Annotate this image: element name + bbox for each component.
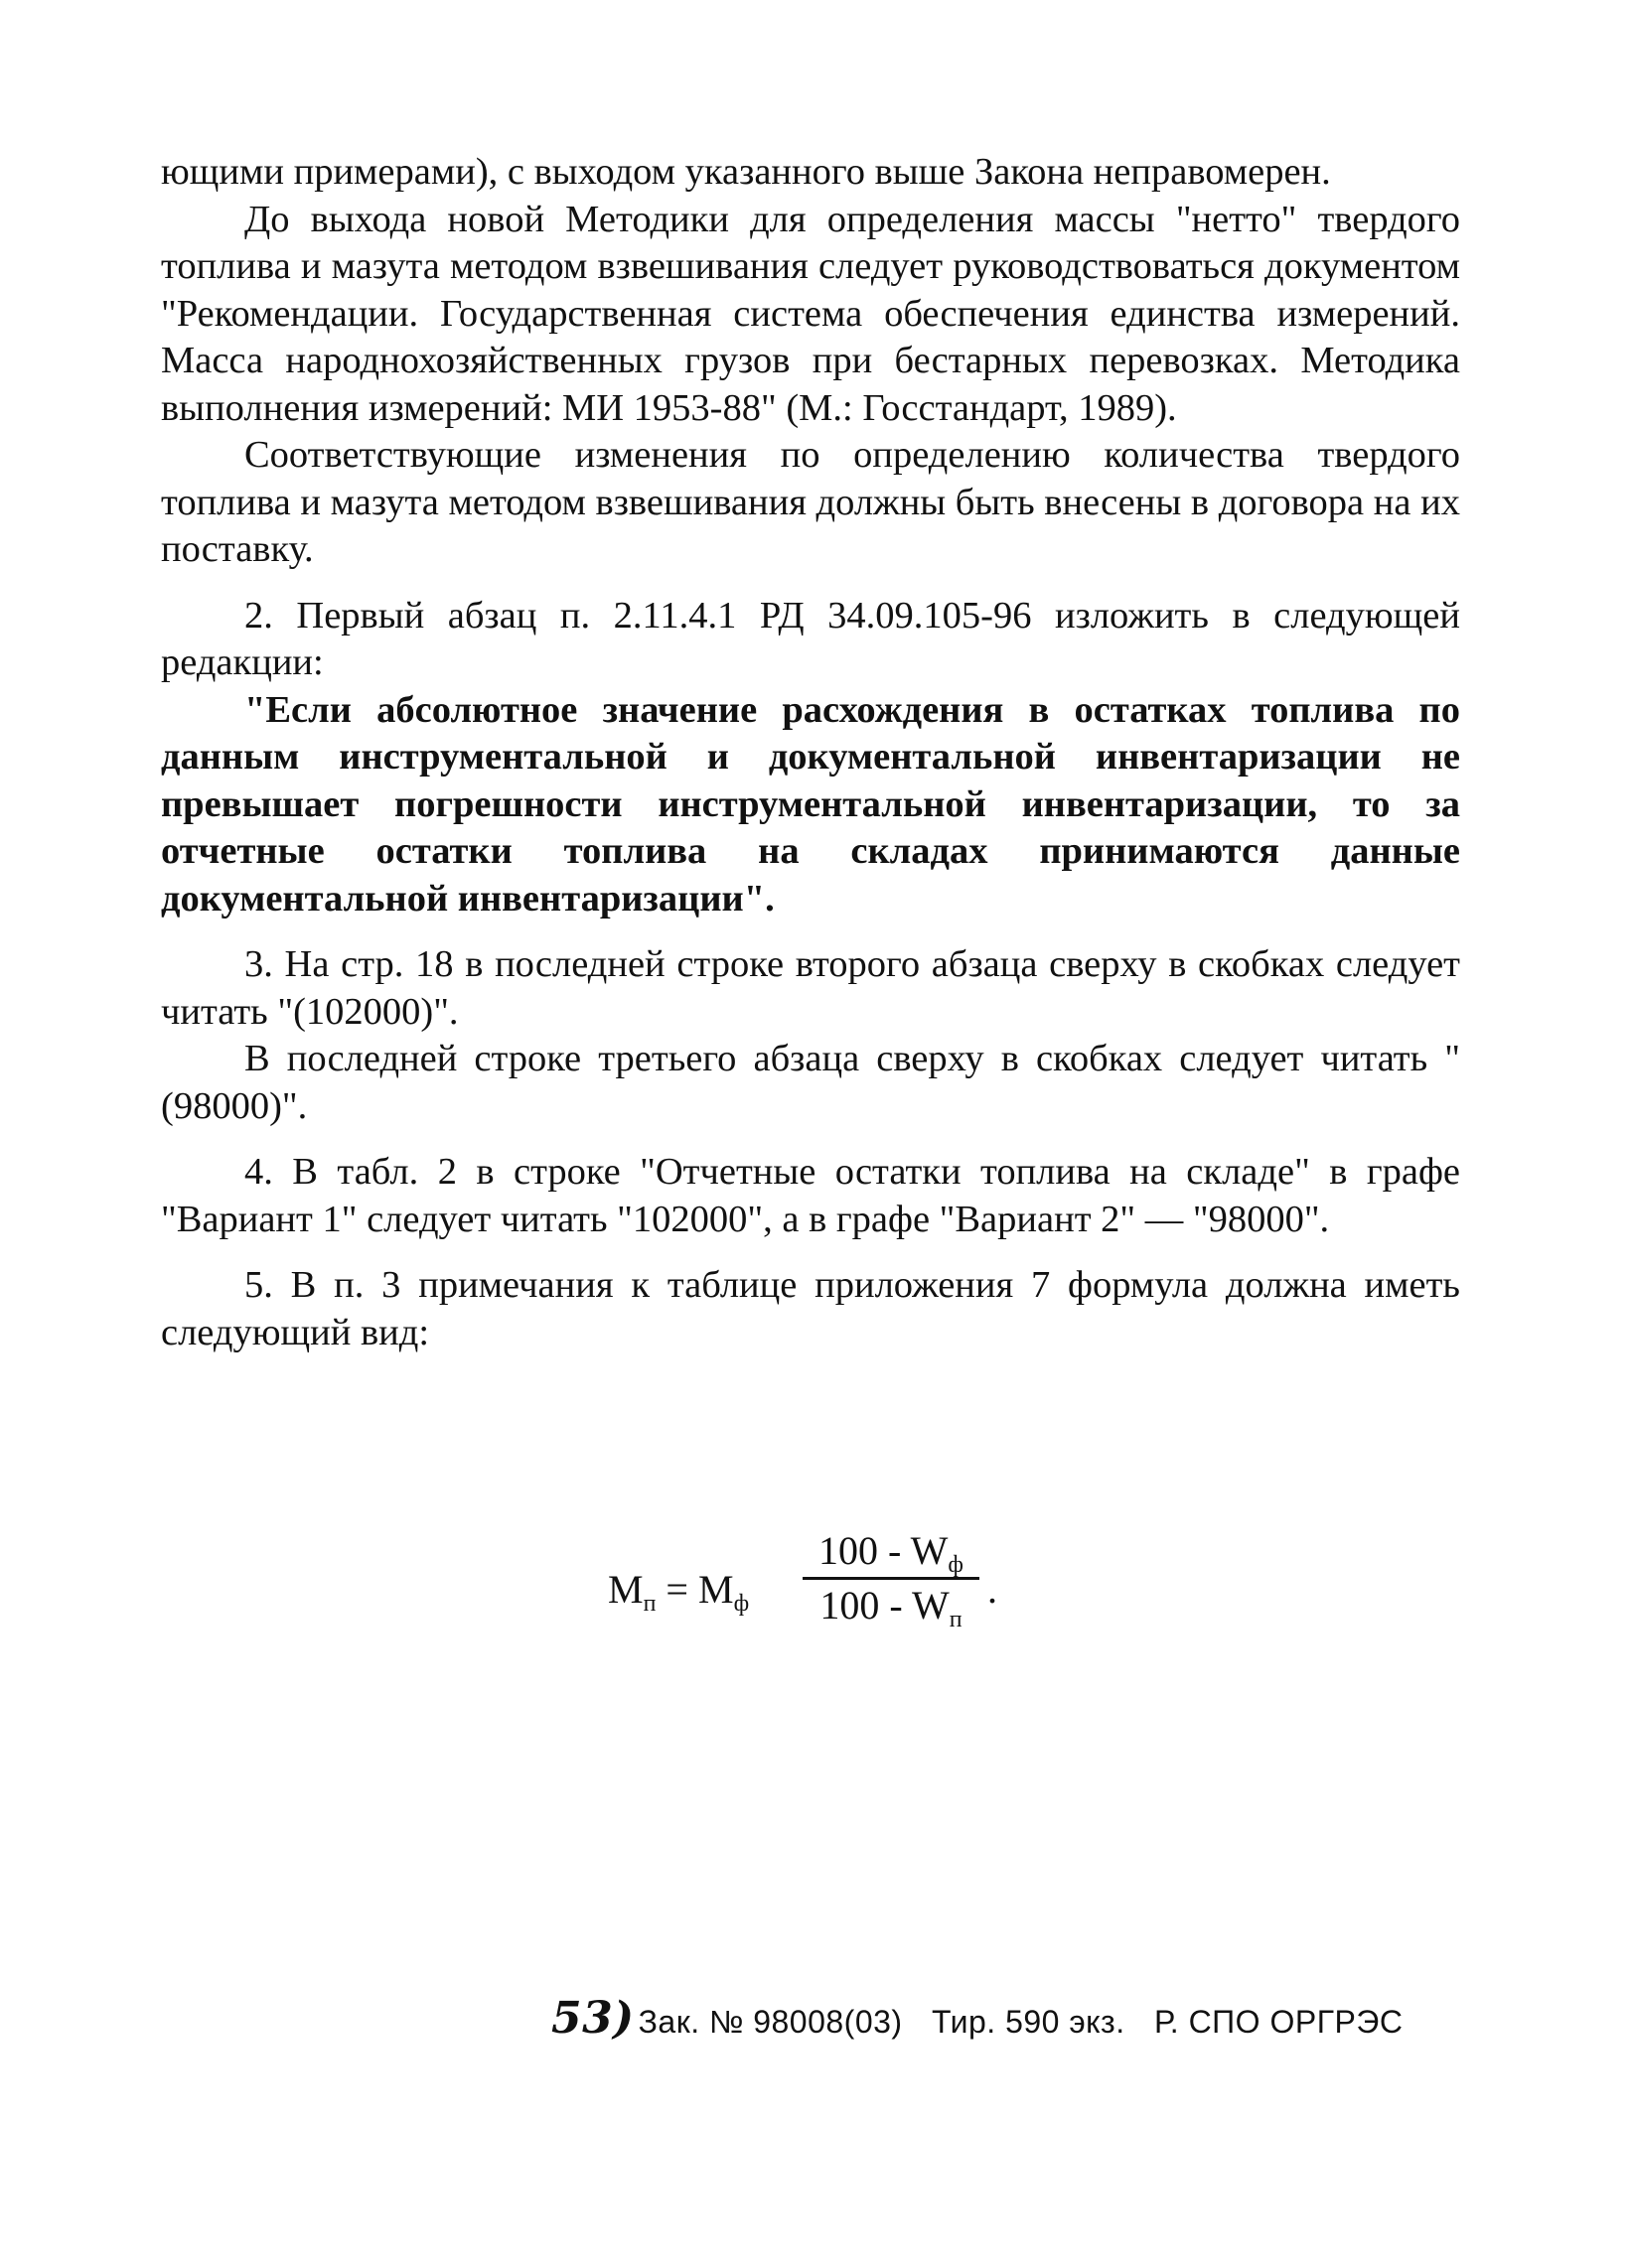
paragraph-item-3-cont: В последней строке третьего абзаца сверху в скобках следует читать "(98000)". xyxy=(161,1038,1460,1127)
formula-equals: = xyxy=(666,1567,688,1612)
formula-lhs xyxy=(608,1566,749,1618)
formula-denominator-text: 100 - W xyxy=(819,1583,950,1628)
formula-lhs-sub: п xyxy=(643,1591,657,1617)
circulation: Тир. 590 экз. xyxy=(931,2004,1125,2040)
imprint-footer xyxy=(551,1993,1403,2044)
formula xyxy=(608,1525,1025,1644)
paragraph-methodology: До выхода новой Методики для определения массы "нетто" твердого топлива и мазута методом взвешивания следует руководствоваться документом "Рекомендации. Государственная система обеспечения единства измерений. Масса народнохозяйственных грузов при бестарных перевозках. Методика выполнения измерений: МИ 1953-88" (М.: Госстандарт, 1989). xyxy=(161,198,1460,429)
paragraph-continuation: ющими примерами), с выходом указанного выше Закона неправомерен. xyxy=(161,151,1331,193)
formula-rhs-sub: ф xyxy=(733,1591,750,1617)
publisher: Р. СПО ОРГРЭС xyxy=(1153,2004,1404,2040)
paragraph-item-3: 3. На стр. 18 в последней строке второго абзаца сверху в скобках следует читать "(102000)". xyxy=(161,943,1460,1033)
paragraph-quoted-rule: "Если абсолютное значение расхождения в остатках топлива по данным инструментальной и документальной инвентаризации не превышает погрешности инструментальной инвентаризации, то за отчетные остатки топлива на складах принимаются данные документальной инвентаризации". xyxy=(161,688,1460,920)
document-body xyxy=(161,149,1460,1356)
formula-lhs-symbol: М xyxy=(608,1567,644,1612)
order-number: Зак. № 98008(03) xyxy=(638,2004,903,2040)
formula-rhs-symbol: М xyxy=(697,1567,734,1612)
formula-trailing-dot: . xyxy=(987,1567,997,1612)
formula-denominator xyxy=(803,1580,979,1631)
paragraph-item-2: 2. Первый абзац п. 2.11.4.1 РД 34.09.105-96 изложить в следующей редакции: xyxy=(161,594,1460,683)
formula-fraction xyxy=(803,1525,979,1631)
paragraph-item-4: 4. В табл. 2 в строке "Отчетные остатки топлива на складе" в графе "Вариант 1" следует читать "102000", а в графе "Вариант 2" — "98000". xyxy=(161,1151,1460,1240)
formula-numerator xyxy=(803,1525,979,1577)
formula-numerator-text: 100 - W xyxy=(818,1528,949,1573)
formula-numerator-sub: ф xyxy=(948,1552,963,1578)
formula-denominator-sub: п xyxy=(949,1607,963,1632)
page-number: 53) xyxy=(551,1993,635,2044)
paragraph-contract-changes: Соответствующие изменения по определению количества твердого топлива и мазута методом взвешивания должны быть внесены в договора на их поставку. xyxy=(161,434,1460,570)
paragraph-item-5: 5. В п. 3 примечания к таблице приложения 7 формула должна иметь следующий вид: xyxy=(161,1264,1460,1353)
